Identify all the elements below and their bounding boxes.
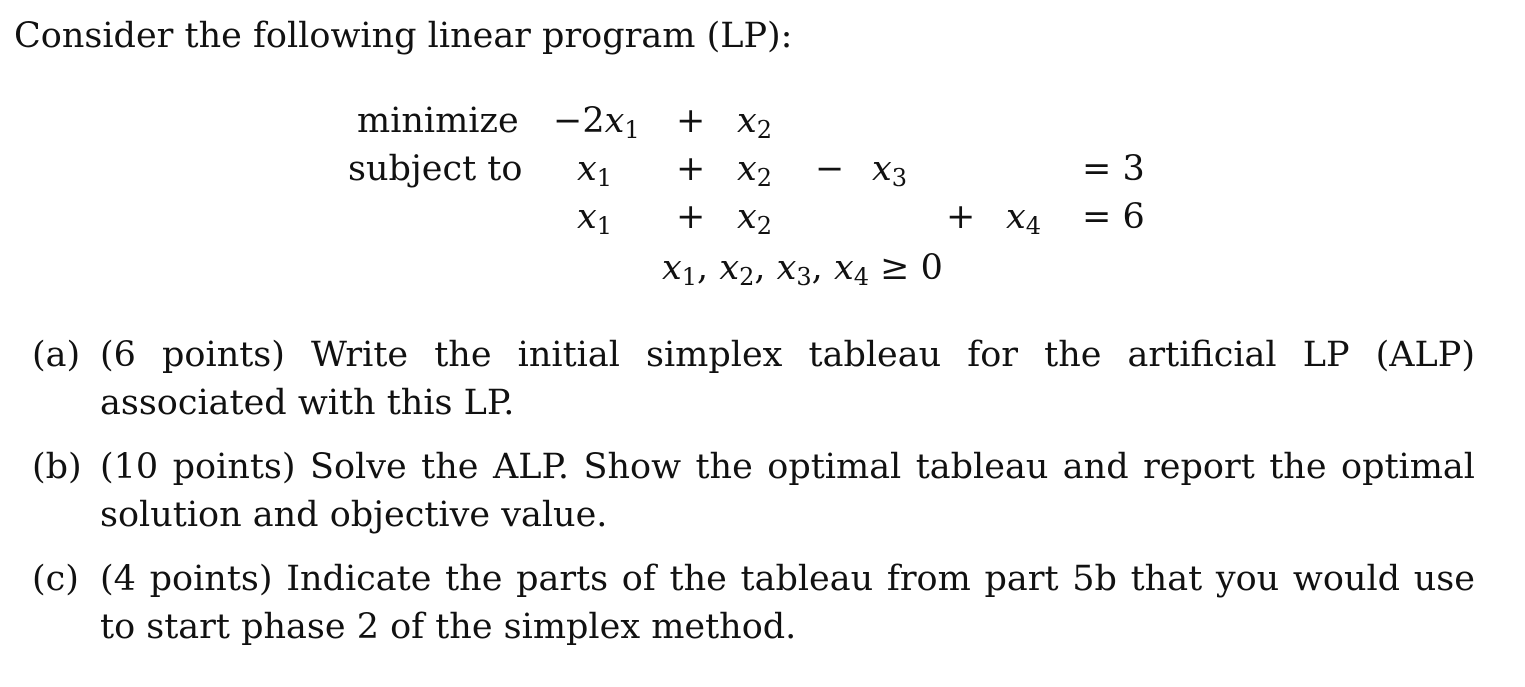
row2-rel: = 6 xyxy=(1082,197,1145,237)
part-b-tag: (b) xyxy=(32,447,82,487)
row2-op-2: + xyxy=(946,197,976,237)
row1-op-1: + xyxy=(676,149,706,189)
minimize-label: minimize xyxy=(357,101,519,141)
row1-term-2: $x_2$ xyxy=(737,149,773,192)
row2-term-4: $x_4$ xyxy=(1006,197,1042,240)
part-c-tag: (c) xyxy=(32,559,79,599)
row2-op-1: + xyxy=(676,197,706,237)
nonnegativity-constraint: $x_1$, $x_2$, $x_3$, $x_4 \ge 0$ xyxy=(662,248,943,291)
objective-op: + xyxy=(676,101,706,141)
row1-rel: = 3 xyxy=(1082,149,1145,189)
row2-term-1: $x_1$ xyxy=(577,197,613,240)
row1-term-1: $x_1$ xyxy=(577,149,613,192)
objective-term-2: $x_2$ xyxy=(737,101,773,144)
row1-op-2: − xyxy=(815,149,845,189)
part-a-text: (6 points) Write the initial simplex tableau for the artificial LP (ALP) associated with this LP. xyxy=(100,335,1475,423)
part-c-text: (4 points) Indicate the parts of the tableau from part 5b that you would use to start phase 2 of the simplex method. xyxy=(100,559,1475,647)
part-a-tag: (a) xyxy=(32,335,81,375)
part-b-text: (10 points) Solve the ALP. Show the optimal tableau and report the optimal solution and objective value. xyxy=(100,447,1475,535)
objective-coef: $-2x_1$ xyxy=(553,101,640,144)
subject-to-label: subject to xyxy=(348,149,523,189)
row1-term-3: $x_3$ xyxy=(872,149,908,192)
intro-text: Consider the following linear program (LP): xyxy=(14,16,793,56)
row2-term-2: $x_2$ xyxy=(737,197,773,240)
